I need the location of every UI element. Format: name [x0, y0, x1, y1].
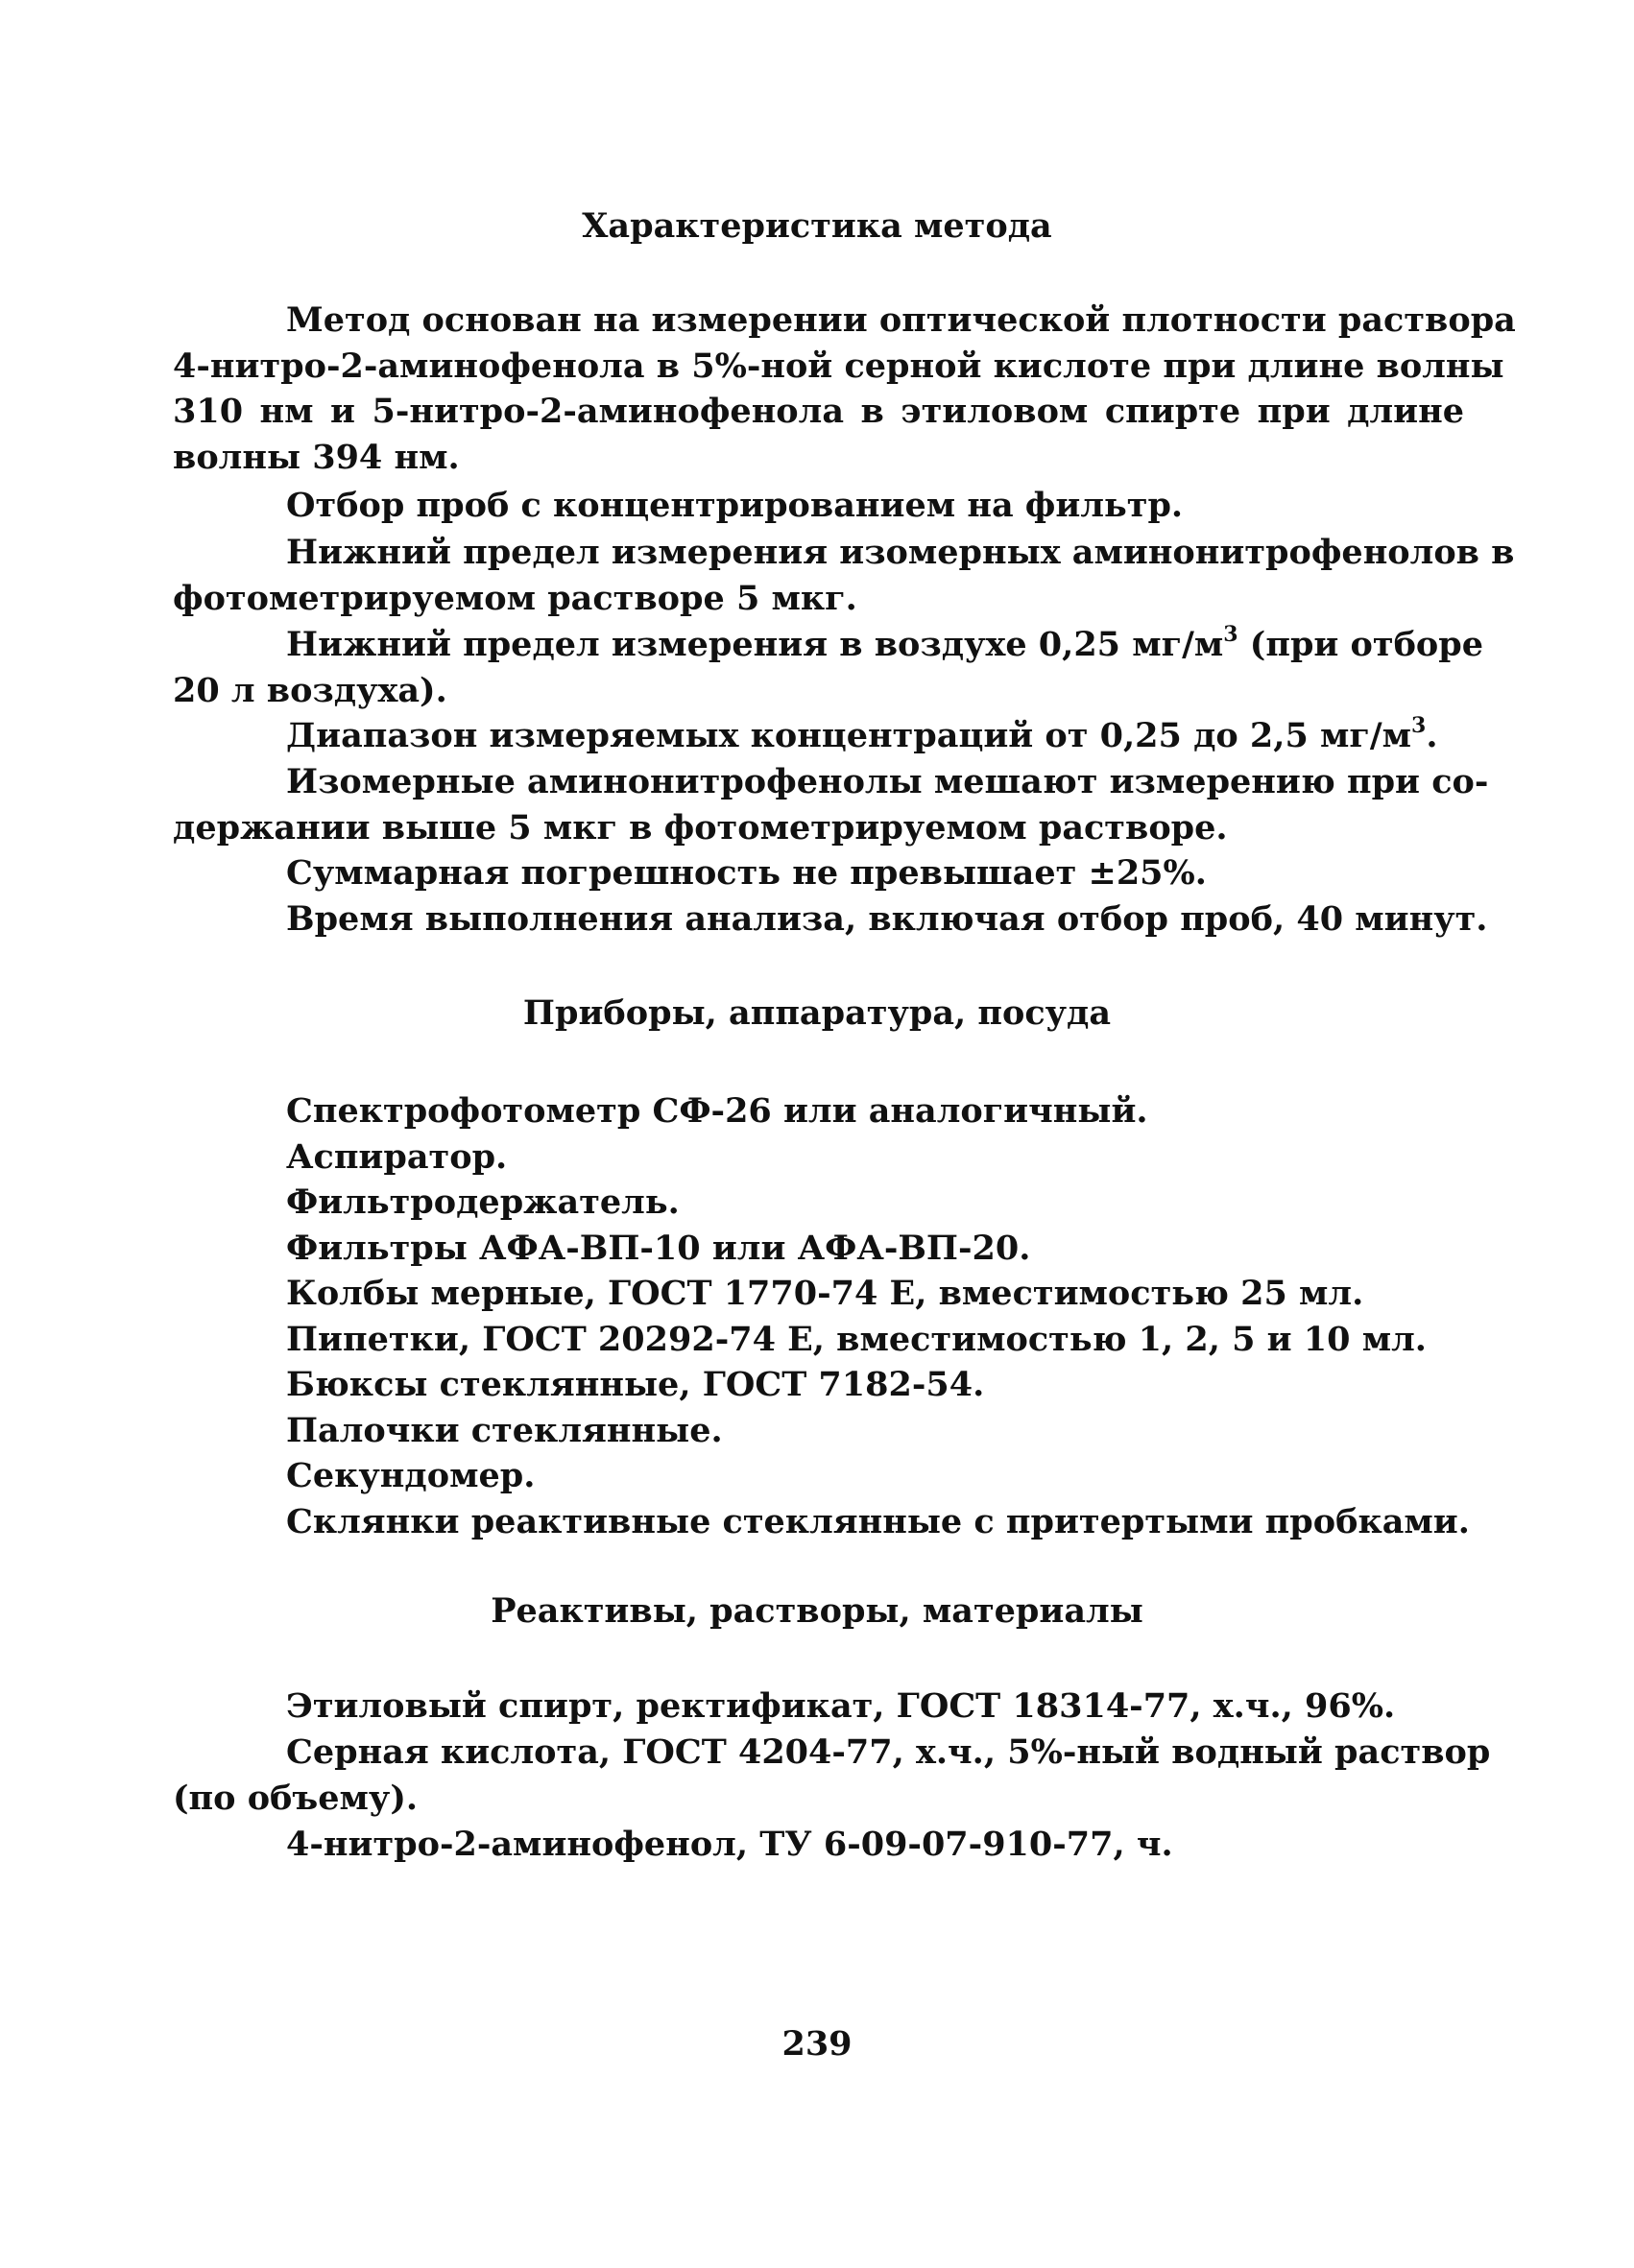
superscript: 3 [1223, 622, 1238, 648]
list-item: Пипетки, ГОСТ 20292-74 Е, вместимостью 1, 2, 5 и 10 мл. [286, 1319, 1427, 1359]
text-line: держании выше 5 мкг в фотометрируемом растворе. [173, 807, 1228, 848]
text-line: 310 нм и 5-нитро-2-аминофенола в этиловом спирте при длине [173, 392, 1464, 431]
section-title-equipment: Приборы, аппаратура, посуда [522, 993, 1112, 1033]
page-number: 239 [781, 2024, 853, 2064]
text-fragment: . [1426, 716, 1438, 755]
equipment-list [286, 1088, 1486, 1544]
list-item: Секундомер. [286, 1456, 536, 1495]
text-line [173, 713, 1464, 759]
text-line: (по объему). [173, 1778, 419, 1818]
text-line: Этиловый спирт, ректификат, ГОСТ 18314-77, х.ч., 96%. [286, 1686, 1396, 1726]
text-fragment: Нижний предел измерения в воздухе 0,25 мг/м [286, 625, 1224, 664]
method-paragraph-error [173, 850, 1464, 896]
method-paragraph-interference [173, 759, 1489, 850]
section-title-reagents: Реактивы, растворы, материалы [491, 1591, 1143, 1631]
list-item: Спектрофотометр СФ-26 или аналогичный. [286, 1091, 1148, 1131]
reagent-ethanol [173, 1683, 1464, 1730]
text-line: фотометрируемом растворе 5 мкг. [173, 578, 857, 618]
text-fragment: (при отборе [1238, 625, 1484, 664]
superscript: 3 [1411, 713, 1427, 739]
list-item: Склянки реактивные стеклянные с притертыми пробками. [286, 1501, 1470, 1541]
method-paragraph-sampling [173, 483, 1464, 529]
text-line: Суммарная погрешность не превышает ±25%. [286, 853, 1207, 893]
reagent-aminophenol [173, 1822, 1464, 1868]
text-line: Изомерные аминонитрофенолы мешают измерению при со- [286, 762, 1489, 801]
list-item: Фильтродержатель. [286, 1182, 680, 1222]
method-paragraph-range [173, 713, 1464, 759]
text-line [173, 622, 1484, 668]
method-paragraph-duration [173, 896, 1488, 943]
text-line: 4-нитро-2-аминофенол, ТУ 6-09-07-910-77, ч. [286, 1825, 1173, 1864]
list-item: Аспиратор. [286, 1136, 508, 1177]
list-item: Фильтры АФА-ВП-10 или АФА-ВП-20. [286, 1228, 1031, 1268]
text-line: 4-нитро-2-аминофенола в 5%-ной серной кислоте при длине волны [173, 346, 1504, 386]
method-paragraph-principle [173, 298, 1516, 480]
reagent-sulfuric-acid [173, 1730, 1491, 1821]
text-line: Отбор проб с концентрированием на фильтр. [286, 486, 1184, 525]
section-title-method: Характеристика метода [582, 206, 1052, 246]
text-line: 20 л воздуха). [173, 670, 447, 710]
text-fragment: Диапазон измеряемых концентраций от 0,25 до 2,5 мг/м [286, 716, 1412, 755]
text-line: Метод основан на измерении оптической плотности раствора [286, 300, 1516, 340]
method-paragraph-lower-limit-air [173, 622, 1484, 713]
text-line: волны 394 нм. [173, 437, 460, 477]
list-item: Колбы мерные, ГОСТ 1770-74 Е, вместимостью 25 мл. [286, 1274, 1364, 1313]
list-item: Бюксы стеклянные, ГОСТ 7182-54. [286, 1365, 985, 1404]
list-item: Палочки стеклянные. [286, 1410, 723, 1450]
method-paragraph-lower-limit-solution [173, 530, 1515, 621]
text-line: Время выполнения анализа, включая отбор проб, 40 минут. [286, 899, 1488, 939]
text-line: Серная кислота, ГОСТ 4204-77, х.ч., 5%-ный водный раствор [286, 1732, 1491, 1772]
text-line: Нижний предел измерения изомерных аминонитрофенолов в [286, 533, 1515, 572]
